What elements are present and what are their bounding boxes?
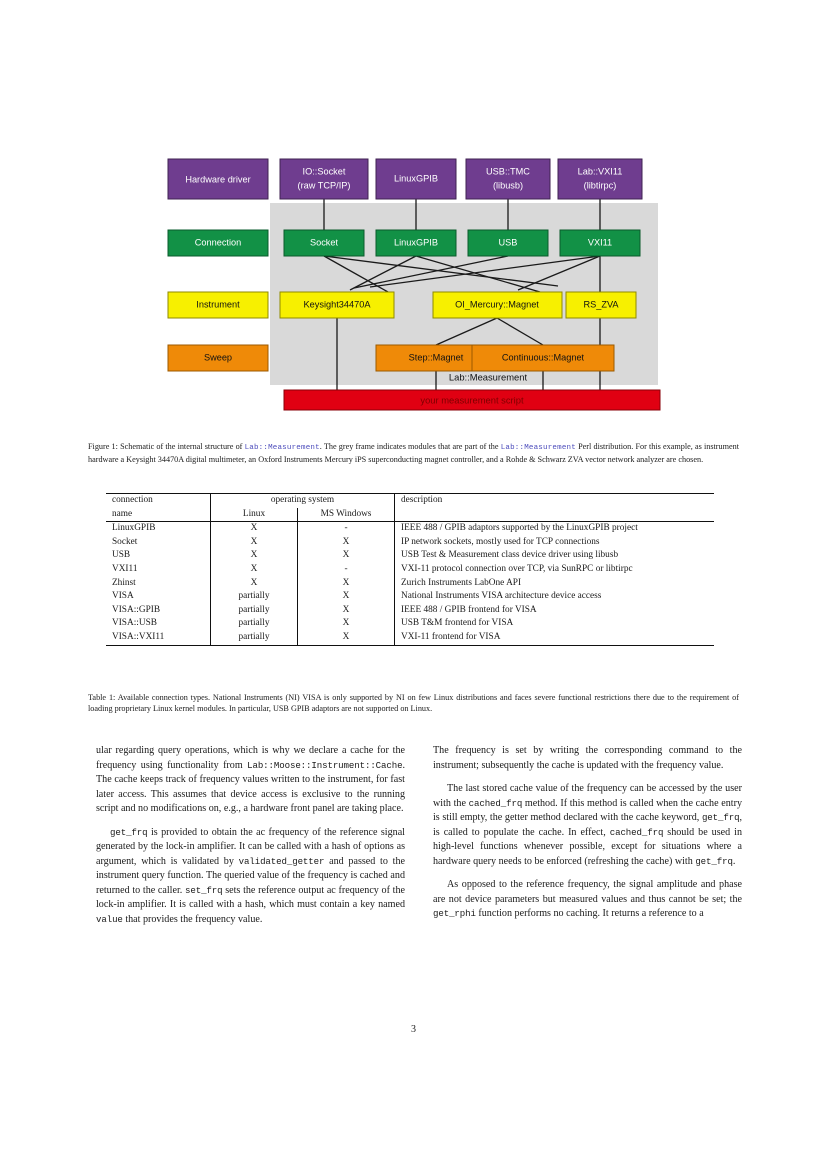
table-header-row-1 (106, 494, 714, 508)
cell-linux: X (211, 522, 298, 536)
header-windows: MS Windows (298, 508, 395, 522)
driver-label-io-socket-line2: (raw TCP/IP) (297, 180, 351, 191)
code-span: get_frq (695, 855, 733, 867)
table-body (106, 522, 714, 645)
cell-name: VISA (112, 591, 134, 602)
table-row (106, 563, 714, 577)
table-row (106, 549, 714, 563)
para-get-frq (96, 826, 405, 928)
text-span: is provided to obtain the ac frequency of the reference signal generated by the lock-in amplifier. It can be called with a hash of options as argument, which is validated by (96, 826, 405, 867)
text-span: ular regarding query operations, which is why we declare a cache for the frequency using functionality from (96, 745, 405, 771)
text-span: method. If this method is called when the cache entry is still empty, the getter method declared with the cache keyword, (433, 797, 742, 824)
measurement-script-label: your measurement script (420, 394, 524, 406)
cell-description: VXI-11 frontend for VISA (395, 631, 715, 645)
cell-name: VISA::GPIB (112, 604, 161, 615)
cell-linux: X (211, 563, 298, 577)
code-span: get_frq (701, 812, 740, 824)
sweep-row (376, 345, 614, 371)
header-description: description (395, 494, 715, 508)
text-span: and passed to the instrument query function. The queried value of the frequency is cached and returned to the caller. (96, 855, 405, 896)
cell-name: USB (112, 550, 131, 561)
cell-windows: X (298, 631, 395, 645)
code-span: set_frq (185, 884, 223, 896)
code-span: cached_frq (609, 826, 664, 838)
cell-description: IEEE 488 / GPIB frontend for VISA (395, 604, 715, 618)
header-connection: connection (106, 494, 211, 508)
table-row (106, 536, 714, 550)
code-span: validated_getter (238, 855, 325, 867)
cell-linux: partially (211, 631, 298, 645)
frame-label-lab-measurement: Lab::Measurement (448, 371, 528, 383)
driver-label-linuxgpib: LinuxGPIB (394, 173, 438, 184)
cell-windows: X (298, 617, 395, 631)
sweep-label-continuous-magnet: Continuous::Magnet (501, 352, 585, 363)
text-span: , is called to populate the cache. In effect, (433, 812, 742, 838)
code-span: value (96, 914, 123, 926)
cell-description: National Instruments VISA architecture device access (395, 590, 715, 604)
driver-box-usb-tmc (466, 159, 550, 199)
cell-linux: X (211, 549, 298, 563)
cell-windows: - (298, 522, 395, 536)
legend-label-hardware-driver: Hardware driver (185, 174, 251, 185)
text-span: . (732, 855, 736, 867)
table-row (106, 617, 714, 631)
cell-windows: X (298, 604, 395, 618)
sweep-label-step-magnet: Step::Magnet (408, 352, 464, 363)
text-span: should be used in high-level functions whenever possible, except for situations where a hardware query needs to be enforced (refreshing the cache) with (433, 826, 742, 867)
instrument-label-rs-zva: RS_ZVA (583, 299, 619, 310)
column-left (96, 744, 405, 928)
driver-box-lab-vxi11 (558, 159, 642, 199)
para-get-rphi (433, 878, 742, 922)
cell-windows: X (298, 577, 395, 591)
cell-description: USB Test & Measurement class device driver using libusb (395, 549, 715, 563)
cell-windows: - (298, 563, 395, 577)
text-span: The frequency is set by writing the corresponding command to the instrument; subsequently the cache is updated with the frequency value. (433, 745, 742, 771)
body-columns (96, 744, 742, 928)
text-span: . The grey frame indicates modules that are part of the (319, 442, 501, 451)
cell-windows: X (298, 536, 395, 550)
row-legend (168, 159, 268, 371)
para-cache-declaration (96, 744, 405, 817)
table-row (106, 522, 714, 536)
cell-description: VXI-11 protocol connection over TCP, via SunRPC or libtirpc (395, 563, 715, 577)
text-span: Perl distribution. For this example, as instrument hardware a Keysight 34470A digital multimeter, an Oxford Instruments Mercury iPS superconducting magnet controller, and a Rohde & Schwarz ZVA vector network analyzer are chosen. (88, 442, 739, 465)
para-set-frequency (433, 744, 742, 773)
code-span: Lab::Measurement (244, 444, 320, 452)
legend-label-connection: Connection (194, 237, 242, 248)
cell-name: Zhinst (112, 577, 136, 588)
cell-linux: X (211, 536, 298, 550)
connection-label-linuxgpib: LinuxGPIB (394, 237, 438, 248)
text-span: The last stored cache value of the frequency can be accessed by the user with the (433, 783, 742, 809)
cell-linux: X (211, 577, 298, 591)
cell-windows: X (298, 590, 395, 604)
driver-label-io-socket-line1: IO::Socket (302, 166, 346, 177)
cell-name: Socket (112, 536, 138, 547)
legend-label-sweep: Sweep (203, 352, 233, 363)
code-span: Lab::Measurement (500, 444, 576, 452)
page-number: 3 (411, 1024, 416, 1035)
figure-caption (88, 441, 739, 466)
table-caption: Table 1: Available connection types. National Instruments (NI) VISA is only supported by NI on few Linux distributions and faces severe functional restrictions there due to the requirement of loading proprietary Linux kernel modules. In particular, USB GPIB adaptors are not supported on Linux. (88, 693, 739, 714)
header-operating-system: operating system (211, 494, 395, 508)
cell-linux: partially (211, 617, 298, 631)
text-span: Figure 1: Schematic of the internal structure of (88, 442, 245, 451)
driver-label-usb-tmc-line1: USB::TMC (486, 166, 530, 177)
cell-description: IP network sockets, mostly used for TCP connections (395, 536, 715, 550)
text-span: function performs no caching. It returns a reference to a (475, 908, 704, 920)
connection-label-usb: USB (498, 237, 518, 248)
architecture-diagram (88, 140, 739, 418)
header-name: name (106, 508, 211, 522)
code-span: get_rphi (433, 908, 476, 920)
diagram-svg (88, 140, 739, 418)
driver-label-lab-vxi11-line2: (libtirpc) (583, 180, 617, 191)
connection-types-table (106, 493, 714, 646)
text-span: that provides the frequency value. (122, 914, 263, 926)
code-span: Lab::Moose::Instrument::Cache (247, 759, 403, 771)
text-span: As opposed to the reference frequency, the signal amplitude and phase are not device parameters but measured values and thus cannot be set; the (433, 879, 742, 905)
cell-linux: partially (211, 590, 298, 604)
cell-linux: partially (211, 604, 298, 618)
instrument-label-oi-mercury-magnet: OI_Mercury::Magnet (455, 299, 539, 310)
driver-label-usb-tmc-line2: (libusb) (492, 180, 524, 191)
code-span: cached_frq (468, 797, 523, 809)
cell-description: IEEE 488 / GPIB adaptors supported by the LinuxGPIB project (395, 522, 715, 536)
table-row (106, 604, 714, 618)
instrument-row (280, 292, 636, 318)
code-span: get_frq (110, 826, 148, 838)
table-row (106, 577, 714, 591)
cell-description: USB T&M frontend for VISA (395, 617, 715, 631)
legend-label-instrument: Instrument (196, 299, 240, 310)
connection-label-socket: Socket (309, 237, 339, 248)
instrument-label-keysight34470a: Keysight34470A (303, 299, 371, 310)
cell-name: VXI11 (112, 563, 138, 574)
text-span: sets the reference output ac frequency of the lock-in amplifier. It is called with a hash, which must contain a key named (96, 884, 405, 911)
text-span: . The cache keeps track of frequency values written to the instrument, for fast later access. This assumes that device access is exclusive to the running script and no modifications on, e.g., a hardware front panel are taking place. (96, 759, 405, 815)
table-header-row-2 (106, 508, 714, 522)
column-right (433, 744, 742, 928)
header-description-spacer (395, 508, 715, 522)
driver-row (280, 159, 642, 199)
para-cached-frq (433, 782, 742, 869)
cell-name: LinuxGPIB (112, 523, 156, 534)
cell-description: Zurich Instruments LabOne API (395, 577, 715, 591)
driver-label-lab-vxi11-line1: Lab::VXI11 (577, 166, 623, 177)
cell-name: VISA::VXI11 (106, 631, 211, 645)
connection-label-vxi11: VXI11 (587, 237, 613, 248)
table-row (106, 631, 714, 645)
header-linux: Linux (211, 508, 298, 522)
table-row (106, 590, 714, 604)
cell-windows: X (298, 549, 395, 563)
figure-1 (88, 140, 739, 418)
driver-box-io-socket (280, 159, 368, 199)
cell-name: VISA::USB (112, 618, 157, 629)
